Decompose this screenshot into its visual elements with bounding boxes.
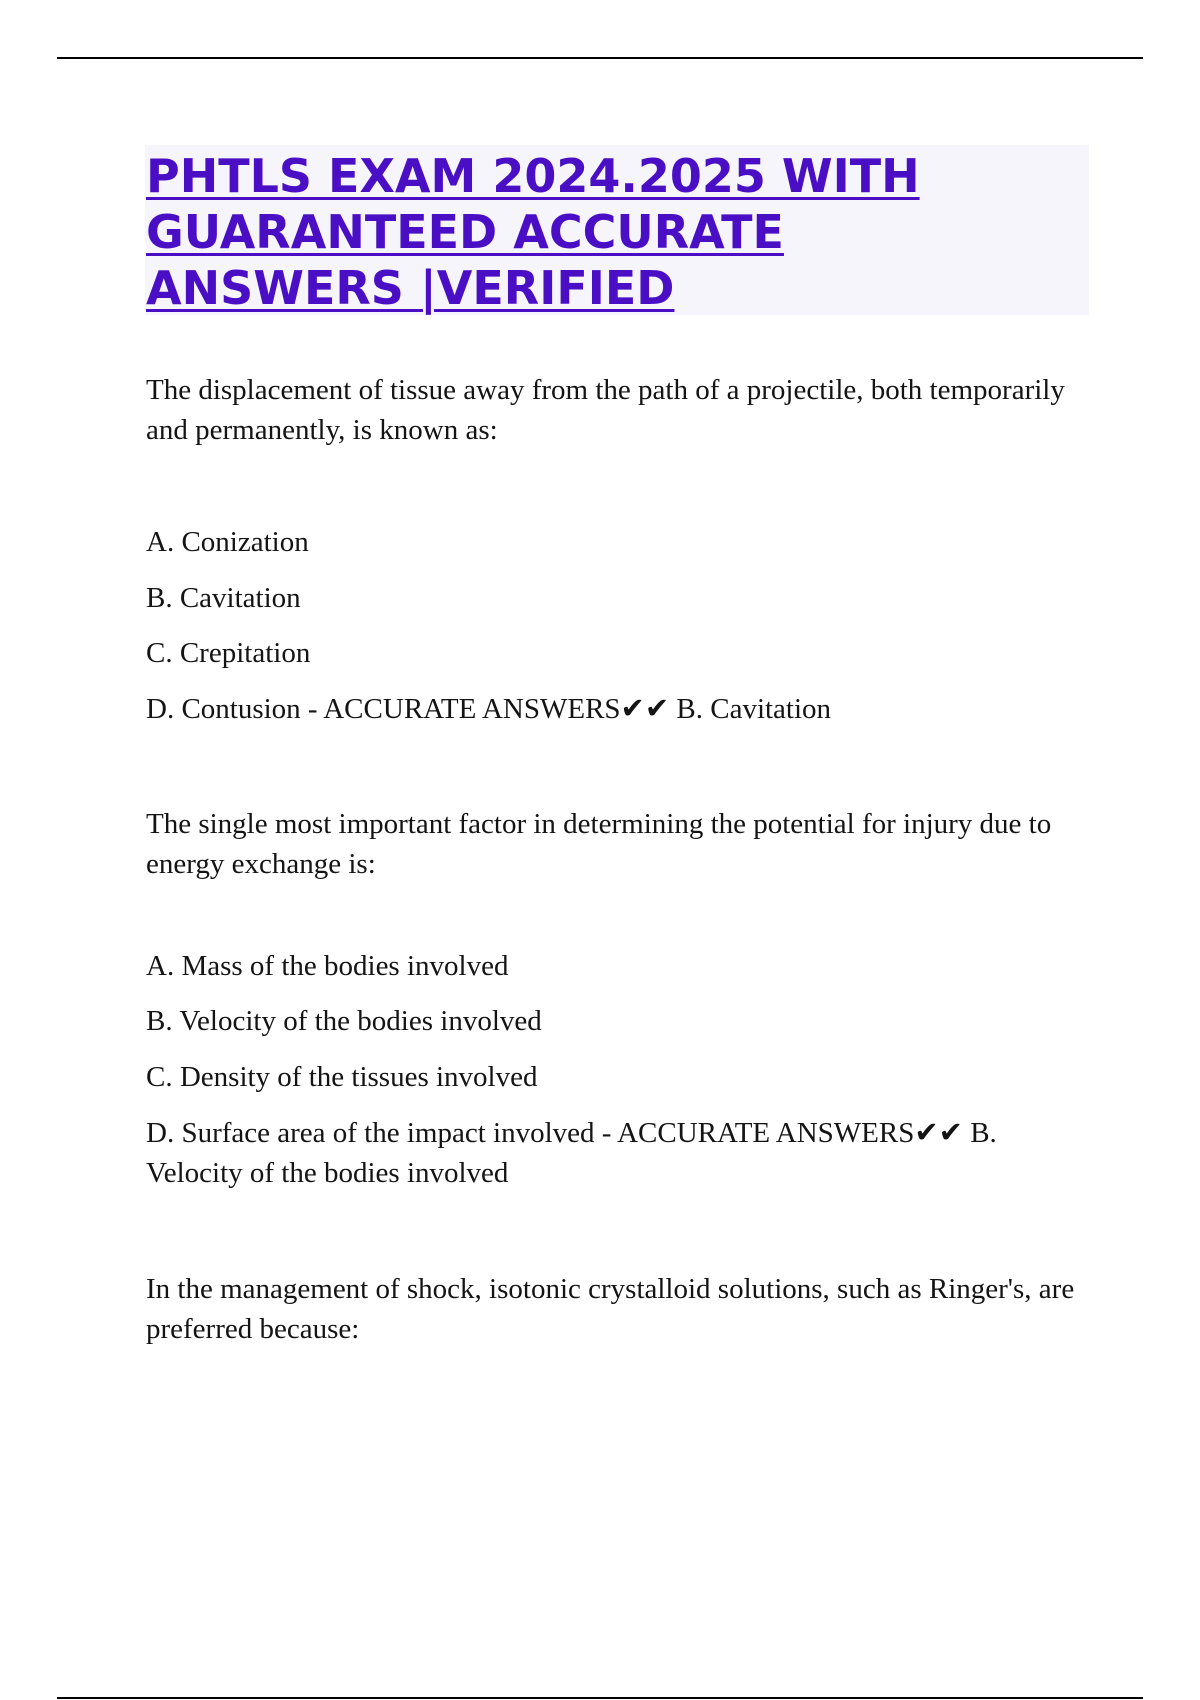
question-1-option-d-answer: D. Contusion - ACCURATE ANSWERS✔✔ B. Cavitation — [146, 693, 832, 725]
top-rule — [57, 57, 1143, 59]
bottom-rule — [57, 1697, 1143, 1699]
question-3-text: In the management of shock, isotonic crystalloid solutions, such as Ringer's, are preferred because: — [146, 1273, 1075, 1345]
question-1-text: The displacement of tissue away from the path of a projectile, both temporarily and permanently, is known as: — [146, 374, 1065, 446]
question-2-option-d-answer: D. Surface area of the impact involved - ACCURATE ANSWERS✔✔ B. Velocity of the bodies involved — [146, 1117, 997, 1189]
question-1-option-c: C. Crepitation — [146, 637, 311, 669]
question-2-option-a: A. Mass of the bodies involved — [146, 950, 509, 982]
question-1-option-b: B. Cavitation — [146, 582, 301, 614]
question-2-text: The single most important factor in determining the potential for injury due to energy exchange is: — [146, 808, 1052, 880]
question-1-option-a: A. Conization — [146, 526, 309, 558]
question-2-option-c: C. Density of the tissues involved — [146, 1061, 538, 1093]
question-2-option-b: B. Velocity of the bodies involved — [146, 1005, 542, 1037]
document-title[interactable]: PHTLS EXAM 2024.2025 WITH GUARANTEED ACCURATE ANSWERS |VERIFIED — [146, 149, 920, 315]
